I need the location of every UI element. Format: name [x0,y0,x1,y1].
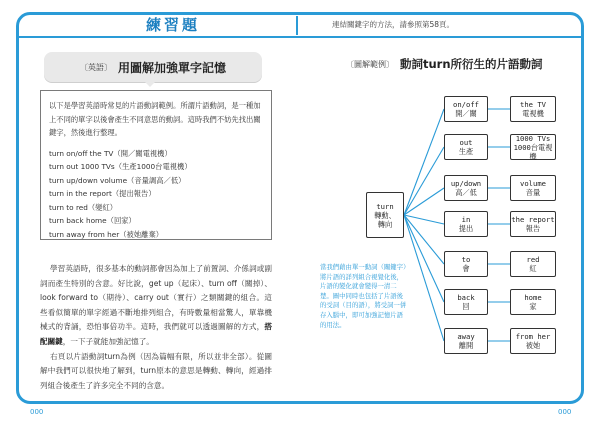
example-item: turn in the report（提出報告） [49,189,156,198]
bold-phrase: 搭配關鍵 [40,322,272,346]
body-paragraph-2: 右頁以片語動詞turn為例（因為篇幅有限，所以並非全部）。從圖解中我們可以很快地了解到，turn原本的意思是轉動、轉向，經過排列組合後產生了許多完全不同的含意。 [40,351,272,390]
object-node: the report 報告 [510,211,556,237]
diagram-note: 當我們藉由單一動詞（關鍵字）將片語的詳列組合視覺化後，片語的變化就會變得一清二楚。圖中同時也包括了片語後的受詞（目的語），將受詞一併存入腦中，即可加強記憶片語的用法。 [320,263,407,329]
root-to-prep-connector [404,109,444,215]
page-number-left: 000 [30,408,44,416]
english-tag: 〔英語〕 [79,62,112,72]
root-node-turn: turn 轉動、 轉向 [366,192,404,238]
example-item: turn away from her（被她離棄） [49,229,164,239]
root-to-prep-connector [404,215,444,341]
body-paragraph-1: 學習英語時，很多基本的動詞都會因為加上了前置詞、介係詞或副詞而產生特別的含意。好比說，get up（起床）、turn off（關掉）、look forward to（期待）、carry out（實行）之類關鍵的組合。這些看似簡單的單字經過不斷地排列組合，有時數量相當驚人，單靠機械式的背誦，恐怕事倍功半。這時，我們就可以透過圖解的方式，搭配關鍵，一下子就能加強記憶了。 [40,264,272,346]
example-intro: 以下是學習英語時常見的片語動詞範例。所謂片語動詞，是一種加上不同的單字以後會產生不同意思的動詞。這時我們不妨先找出關鍵字，然後進行整理。 [49,101,261,137]
root-to-prep-connector [404,147,444,215]
example-item: turn out 1000 TVs（生產1000台電視機） [49,162,192,171]
example-item: turn to red（變紅） [49,202,118,212]
object-node: volume 音量 [510,175,556,201]
page-title: 練習題 [145,16,200,34]
prep-node: on/off 開／關 [444,96,488,122]
object-node: from her 被她 [510,328,556,354]
example-item: turn up/down volume（音量調高／低） [49,175,186,185]
diagram-title: 動詞turn所衍生的片語動詞 [400,57,543,71]
header-note: 連結關鍵字的方法，請參照第58頁。 [332,20,455,29]
diagram-tag: 〔圖解範例〕 [346,59,394,69]
prep-node: in 提出 [444,211,488,237]
object-node: the TV 電視機 [510,96,556,122]
root-to-prep-connector [404,188,444,215]
prep-node: up/down 高／低 [444,175,488,201]
object-node: home 家 [510,289,556,315]
object-node: red 紅 [510,251,556,277]
prep-node: away 離開 [444,328,488,354]
example-item: turn back home（回家） [49,216,136,225]
root-to-prep-connector [404,215,444,302]
prep-node: back 回 [444,289,488,315]
page-number-right: 000 [558,408,572,416]
english-title: 用圖解加強單字記憶 [117,60,226,75]
example-item: turn on/off the TV（開／關電視機） [49,148,172,158]
prep-node: out 生產 [444,134,488,160]
prep-node: to 會 [444,251,488,277]
object-node: 1000 TVs 1000台電視機 [510,134,556,160]
